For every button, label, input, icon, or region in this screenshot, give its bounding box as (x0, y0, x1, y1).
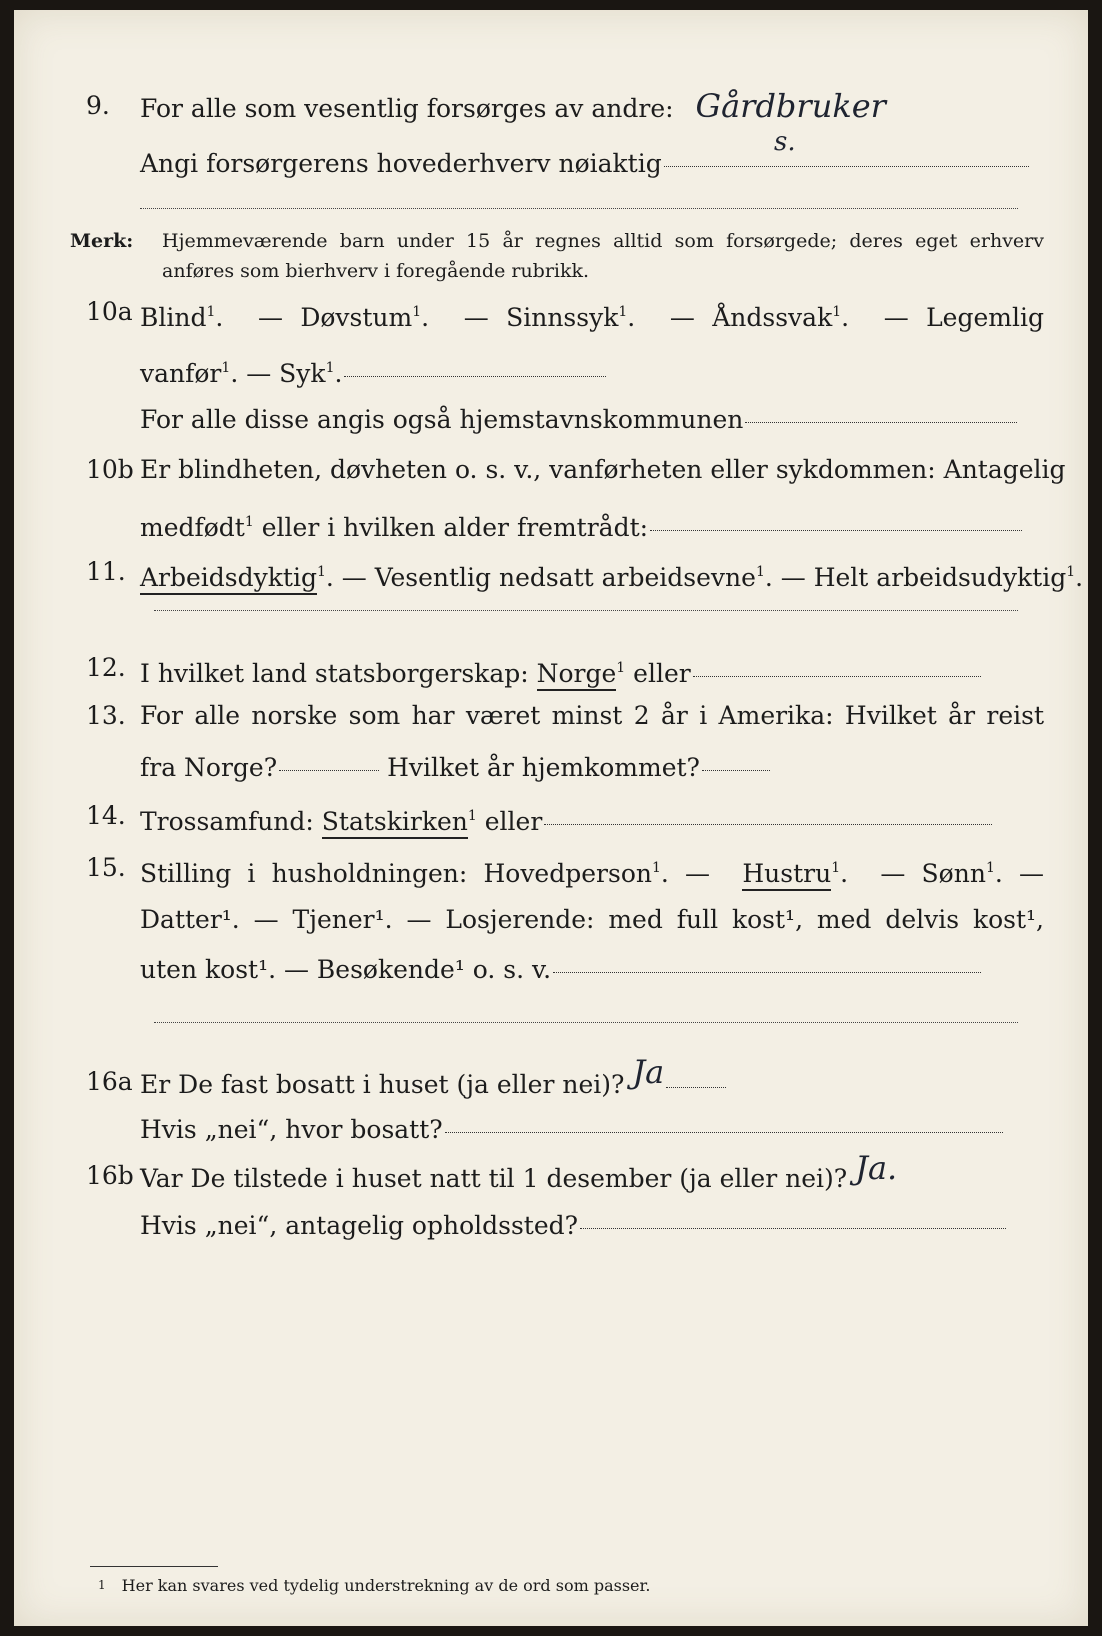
question-15-line2 (14, 900, 1088, 940)
question-15 (14, 848, 1088, 888)
footnote-text: Her kan svares ved tydelig understrekning av de ord som passer. (121, 1576, 651, 1595)
question-15-line3 (14, 950, 1088, 990)
answer-line (344, 375, 606, 377)
question-text: fra Norge? (140, 753, 278, 782)
footnote-rule (90, 1566, 218, 1567)
answer-line (544, 823, 992, 825)
question-16b (14, 1149, 1088, 1196)
question-text: uten kost¹. — Besøkende¹ o. s. v. (140, 955, 552, 984)
census-form-page (14, 10, 1088, 1626)
question-number: 14. (86, 801, 126, 830)
question-text: — Syk (246, 359, 326, 388)
question-number: 10b (86, 455, 134, 484)
answer-line (693, 675, 981, 677)
question-10b-line2: medfødt$^1$ eller i hvilken alder fremtrådt: (14, 502, 1088, 542)
question-10a-line3 (14, 400, 1088, 440)
question-text: Hvis „nei“, antagelig opholdssted? (140, 1211, 579, 1240)
note-label: Merk: (70, 230, 134, 252)
answer-line (279, 769, 379, 771)
question-text: Er blindheten, døvheten o. s. v., vanførheten eller sykdommen: Antagelig (140, 455, 1066, 484)
note-text: Hjemmeværende barn under 15 år regnes alltid som forsørgede; deres eget erhverv (162, 230, 1044, 252)
question-text: eller i hvilken alder fremtrådt: (261, 513, 649, 542)
question-number: 9. (86, 91, 110, 120)
question-text: vanfør (140, 359, 222, 388)
question-10a-line2: vanfør$^1$. — Syk$^1$. (14, 348, 1088, 388)
question-text: For alle som vesentlig forsørges av andre: (140, 94, 674, 123)
question-16b-line2 (14, 1206, 1088, 1246)
underlined-answer: Arbeidsdyktig (140, 563, 317, 595)
question-text: Angi forsørgerens hovederhverv nøiaktig (140, 149, 662, 178)
handwritten-answer: Ja. (855, 1149, 898, 1187)
answer-line (745, 421, 1017, 423)
question-text: For alle norske som har været minst 2 år i Amerika: Hvilket år reist (140, 701, 1044, 730)
underlined-answer: Hustru (742, 859, 831, 891)
answer-line (553, 971, 981, 973)
divider (154, 610, 1018, 611)
question-9-line2 (14, 144, 1088, 184)
question-text: Hvilket år hjemkommet? (387, 753, 700, 782)
footnote (98, 1576, 651, 1595)
question-number: 13. (86, 701, 126, 730)
question-number: 15. (86, 853, 126, 882)
handwritten-answer: Ja (632, 1053, 665, 1091)
answer-line (650, 529, 1022, 531)
question-number: 10a (86, 297, 133, 326)
question-11 (14, 552, 1088, 592)
divider (140, 208, 1018, 209)
question-text: Er De fast bosatt i huset (ja eller nei)? (140, 1070, 625, 1099)
question-16a (14, 1053, 1088, 1102)
question-text: Var De tilstede i huset natt til 1 desember (ja eller nei)? (140, 1164, 848, 1193)
answer-line (664, 165, 1029, 167)
question-text: Datter¹. — Tjener¹. — Losjerende: med full kost¹, med delvis kost¹, (140, 905, 1044, 934)
question-14: 14. Trossamfund: Statskirken$^1$ eller (14, 796, 1088, 836)
question-12: 12. I hvilket land statsborgerskap: Norge$^1$ eller (14, 648, 1088, 688)
handwritten-answer-cont: s. (774, 127, 796, 157)
question-text: Arbeidsdyktig$^1$. — Vesentlig nedsatt arbeidsevne$^1$. — Helt arbeidsudyktig$^1$. (140, 552, 1044, 598)
question-number: 16a (86, 1067, 133, 1096)
answer-line (702, 769, 770, 771)
divider (154, 1022, 1018, 1023)
question-16a-line2 (14, 1110, 1088, 1150)
question-13-line2 (14, 748, 1088, 788)
question-number: 11. (86, 557, 126, 586)
question-text: medfødt (140, 513, 245, 542)
footnote-mark: 1 (98, 1578, 106, 1592)
question-10b (14, 450, 1088, 490)
answer-line (580, 1227, 1006, 1229)
question-number: 12. (86, 653, 126, 682)
note-merk (70, 226, 1044, 286)
note-text: anføres som bierhverv i foregående rubrikk. (162, 260, 590, 282)
question-number: 16b (86, 1161, 134, 1190)
underlined-answer: Norge (537, 659, 617, 691)
question-text: eller (633, 659, 691, 688)
question-text: Trossamfund: (140, 807, 314, 836)
question-text: I hvilket land statsborgerskap: (140, 659, 529, 688)
question-10a (14, 292, 1088, 332)
underlined-answer: Statskirken (322, 807, 468, 839)
answer-line (666, 1086, 726, 1088)
question-text: For alle disse angis også hjemstavnskommunen (140, 405, 744, 434)
question-text: Stilling i husholdningen: Hovedperson$^1$. — Hustru$^1$. — Sønn$^1$. — (140, 848, 1044, 894)
question-13 (14, 696, 1088, 736)
question-9 (14, 86, 1088, 126)
question-text: Blind$^1$. — Døvstum$^1$. — Sinnssyk$^1$. — Åndssvak$^1$. — Legemlig (140, 303, 1044, 332)
answer-line (445, 1131, 1003, 1133)
handwritten-answer: Gårdbruker (695, 87, 886, 125)
question-text: Hvis „nei“, hvor bosatt? (140, 1115, 443, 1144)
question-text: eller (484, 807, 543, 836)
